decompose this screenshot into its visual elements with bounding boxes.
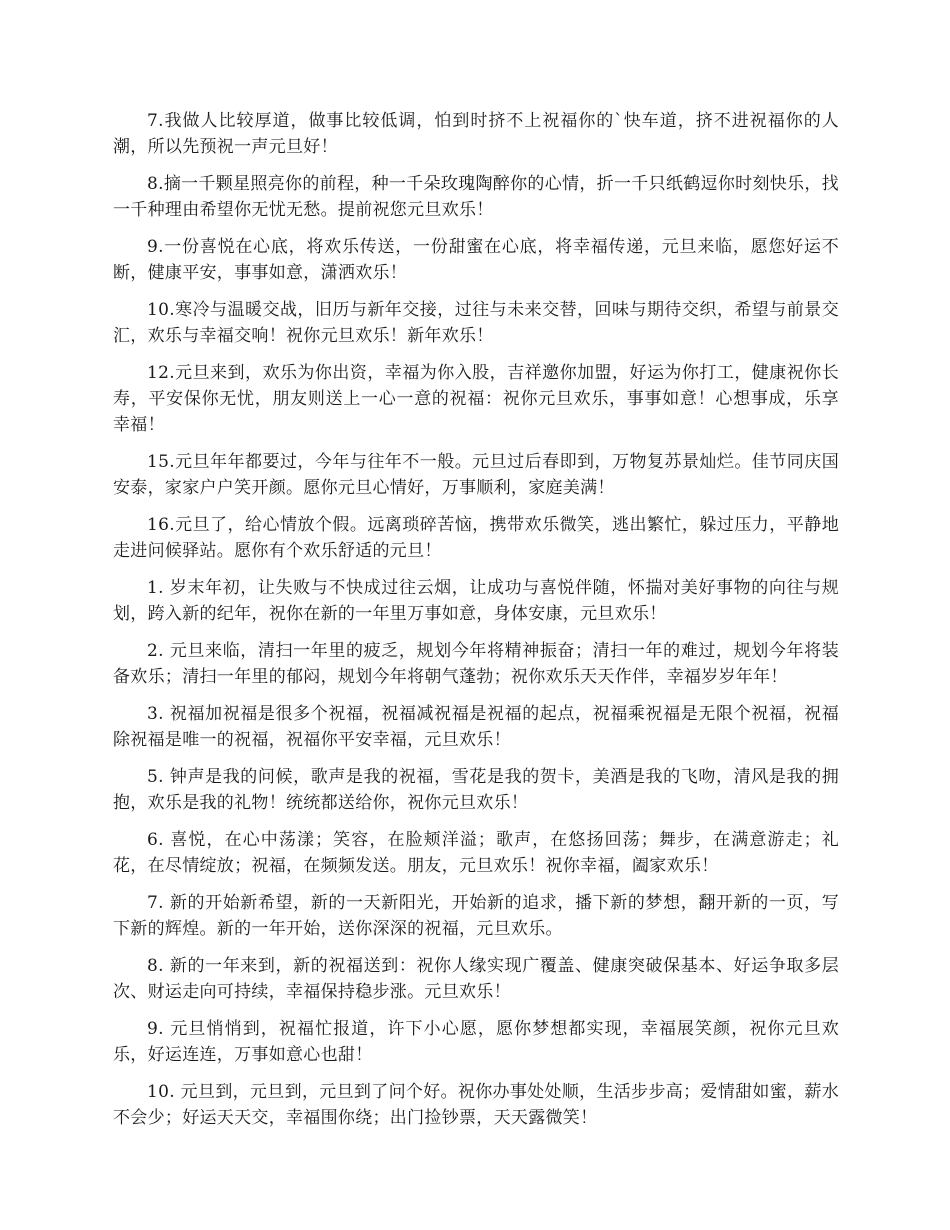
paragraph: 3. 祝福加祝福是很多个祝福，祝福减祝福是祝福的起点，祝福乘祝福是无限个祝福，祝福除祝福是唯一的祝福，祝福你平安幸福，元旦欢乐！ — [113, 704, 839, 750]
paragraph: 7. 新的开始新希望，新的一天新阳光，开始新的追求，播下新的梦想，翻开新的一页，写下新的辉煌。新的一年开始，送你深深的祝福，元旦欢乐。 — [113, 893, 839, 939]
paragraph: 5. 钟声是我的问候，歌声是我的祝福，雪花是我的贺卡，美酒是我的飞吻，清风是我的拥抱，欢乐是我的礼物！统统都送给你，祝你元旦欢乐！ — [113, 767, 839, 813]
paragraph: 12.元旦来到，欢乐为你出资，幸福为你入股，吉祥邀你加盟，好运为你打工，健康祝你长寿，平安保你无忧，朋友则送上一心一意的祝福：祝你元旦欢乐，事事如意！心想事成，乐享幸福！ — [113, 363, 839, 435]
paragraph: 8.摘一千颗星照亮你的前程，种一千朵玫瑰陶醉你的心情，折一千只纸鹤逗你时刻快乐，找一千种理由希望你无忧无愁。提前祝您元旦欢乐！ — [113, 174, 839, 220]
paragraph: 7.我做人比较厚道，做事比较低调，怕到时挤不上祝福你的`快车道，挤不进祝福你的人潮，所以先预祝一声元旦好！ — [113, 111, 839, 157]
paragraph: 10.寒冷与温暖交战，旧历与新年交接，过往与未来交替，回味与期待交织，希望与前景交汇，欢乐与幸福交响！祝你元旦欢乐！新年欢乐！ — [113, 300, 839, 346]
paragraph: 1. 岁末年初，让失败与不快成过往云烟，让成功与喜悦伴随，怀揣对美好事物的向往与规划，跨入新的纪年，祝你在新的一年里万事如意，身体安康，元旦欢乐！ — [113, 578, 839, 624]
paragraph: 9.一份喜悦在心底，将欢乐传送，一份甜蜜在心底，将幸福传递，元旦来临，愿您好运不断，健康平安，事事如意，潇洒欢乐！ — [113, 237, 839, 283]
paragraph: 8. 新的一年来到，新的祝福送到：祝你人缘实现广覆盖、健康突破保基本、好运争取多层次、财运走向可持续，幸福保持稳步涨。元旦欢乐！ — [113, 956, 839, 1002]
paragraph: 15.元旦年年都要过，今年与往年不一般。元旦过后春即到，万物复苏景灿烂。佳节同庆国安泰，家家户户笑开颜。愿你元旦心情好，万事顺利，家庭美满！ — [113, 452, 839, 498]
paragraph: 10. 元旦到，元旦到，元旦到了问个好。祝你办事处处顺，生活步步高；爱情甜如蜜，薪水不会少；好运天天交，幸福围你绕；出门捡钞票，天天露微笑！ — [113, 1082, 839, 1128]
paragraph: 9. 元旦悄悄到，祝福忙报道，许下小心愿，愿你梦想都实现，幸福展笑颜，祝你元旦欢乐，好运连连，万事如意心也甜！ — [113, 1019, 839, 1065]
paragraph: 2. 元旦来临，清扫一年里的疲乏，规划今年将精神振奋；清扫一年的难过，规划今年将装备欢乐；清扫一年里的郁闷，规划今年将朝气蓬勃；祝你欢乐天天作伴，幸福岁岁年年！ — [113, 641, 839, 687]
paragraph: 6. 喜悦，在心中荡漾；笑容，在脸颊洋溢；歌声，在悠扬回荡；舞步，在满意游走；礼花，在尽情绽放；祝福，在频频发送。朋友，元旦欢乐！祝你幸福，阖家欢乐！ — [113, 830, 839, 876]
paragraph: 16.元旦了，给心情放个假。远离琐碎苦恼，携带欢乐微笑，逃出繁忙，躲过压力，平静地走进问候驿站。愿你有个欢乐舒适的元旦！ — [113, 515, 839, 561]
document-page — [113, 108, 839, 1142]
